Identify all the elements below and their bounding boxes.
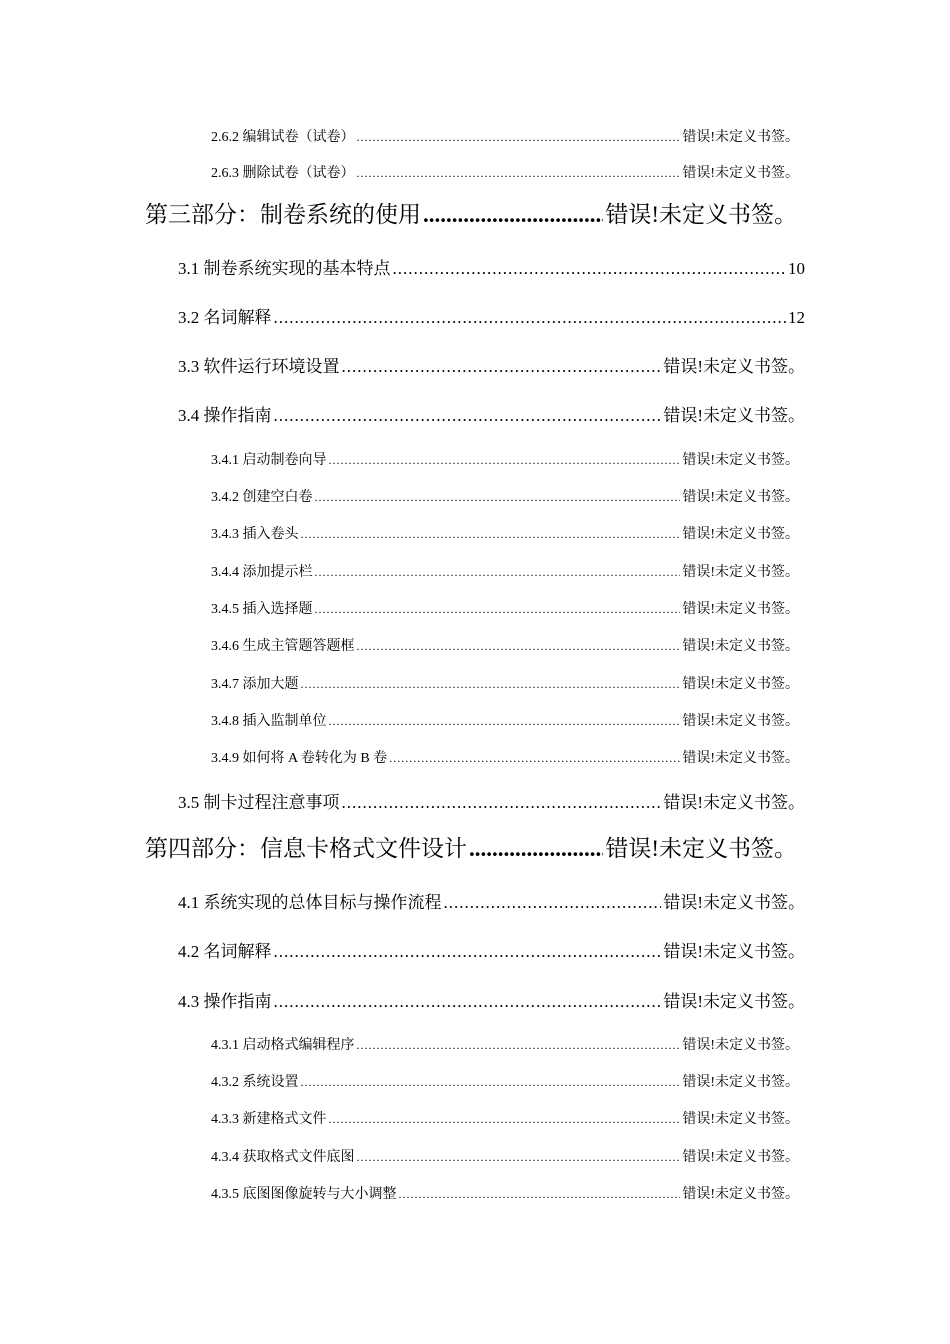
toc-entry-title: 第三部分：制卷系统的使用 bbox=[145, 202, 421, 227]
toc-entry-title: 3.4 操作指南 bbox=[178, 406, 272, 425]
toc-leader-dots bbox=[342, 357, 662, 377]
toc-entry-4-3[interactable] bbox=[178, 987, 805, 1012]
toc-entry-page: 错误!未定义书签。 bbox=[682, 1187, 799, 1202]
toc-entry-title: 3.4.7 添加大题 bbox=[211, 677, 299, 692]
toc-entry-title: 2.6.3 删除试卷（试卷） bbox=[211, 166, 355, 181]
toc-entry-title: 3.4.8 插入监制单位 bbox=[211, 714, 327, 729]
toc-leader-dots bbox=[301, 677, 681, 692]
toc-entry-3-5[interactable] bbox=[178, 788, 805, 813]
toc-entry-title: 3.4.9 如何将 A 卷转化为 B 卷 bbox=[211, 751, 388, 766]
toc-entry-page: 错误!未定义书签。 bbox=[682, 602, 799, 617]
toc-leader-dots bbox=[274, 992, 662, 1012]
toc-entry-title: 4.3.1 启动格式编辑程序 bbox=[211, 1038, 355, 1053]
toc-leader-dots bbox=[357, 1038, 681, 1053]
toc-entry-title: 2.6.2 编辑试卷（试卷） bbox=[211, 130, 355, 145]
toc-leader-dots bbox=[329, 1112, 681, 1127]
toc-entry-3-4-5[interactable] bbox=[211, 598, 799, 618]
toc-entry-page: 错误!未定义书签。 bbox=[663, 942, 805, 961]
toc-entry-title: 4.3.4 获取格式文件底图 bbox=[211, 1150, 355, 1165]
toc-entry-3-2[interactable] bbox=[178, 303, 805, 328]
toc-entry-page: 错误!未定义书签。 bbox=[682, 751, 799, 766]
toc-entry-page: 错误!未定义书签。 bbox=[663, 406, 805, 425]
toc-entry-4-3-2[interactable] bbox=[211, 1071, 799, 1091]
toc-entry-title: 4.3.2 系统设置 bbox=[211, 1075, 299, 1090]
toc-leader-dots bbox=[329, 453, 681, 468]
toc-entry-3-1[interactable] bbox=[178, 254, 805, 279]
toc-entry-4-3-5[interactable] bbox=[211, 1183, 799, 1203]
toc-entry-3-4-8[interactable] bbox=[211, 710, 799, 730]
toc-entry-title: 4.3.5 底图图像旋转与大小调整 bbox=[211, 1187, 397, 1202]
toc-leader-dots bbox=[469, 836, 603, 862]
toc-entry-page: 错误!未定义书签。 bbox=[682, 565, 799, 580]
toc-entry-title: 4.3 操作指南 bbox=[178, 992, 272, 1011]
toc-leader-dots bbox=[444, 893, 662, 913]
toc-entry-page: 错误!未定义书签。 bbox=[682, 490, 799, 505]
toc-entry-3-4-4[interactable] bbox=[211, 561, 799, 581]
toc-entry-page: 错误!未定义书签。 bbox=[682, 130, 799, 145]
toc-entry-part-3[interactable] bbox=[145, 196, 797, 229]
toc-entry-title: 4.1 系统实现的总体目标与操作流程 bbox=[178, 893, 442, 912]
toc-entry-3-4-6[interactable] bbox=[211, 635, 799, 655]
toc-entry-4-3-1[interactable] bbox=[211, 1034, 799, 1054]
toc-leader-dots bbox=[274, 942, 662, 962]
toc-entry-4-3-4[interactable] bbox=[211, 1146, 799, 1166]
toc-leader-dots bbox=[393, 259, 787, 279]
toc-entry-page: 错误!未定义书签。 bbox=[682, 1112, 799, 1127]
toc-leader-dots bbox=[423, 202, 603, 228]
toc-entry-3-4-7[interactable] bbox=[211, 673, 799, 693]
toc-entry-3-4-9[interactable] bbox=[211, 747, 799, 767]
toc-entry-page: 错误!未定义书签。 bbox=[682, 166, 799, 181]
toc-leader-dots bbox=[329, 714, 681, 729]
toc-entry-3-4-3[interactable] bbox=[211, 523, 799, 543]
toc-leader-dots bbox=[274, 308, 787, 328]
toc-leader-dots bbox=[357, 639, 681, 654]
toc-entry-title: 3.2 名词解释 bbox=[178, 308, 272, 327]
toc-leader-dots bbox=[357, 1150, 681, 1165]
toc-entry-title: 3.3 软件运行环境设置 bbox=[178, 357, 340, 376]
toc-entry-4-3-3[interactable] bbox=[211, 1108, 799, 1128]
toc-leader-dots bbox=[274, 406, 662, 426]
toc-entry-page: 错误!未定义书签。 bbox=[682, 639, 799, 654]
toc-entry-page: 错误!未定义书签。 bbox=[682, 677, 799, 692]
toc-entry-page: 错误!未定义书签。 bbox=[605, 202, 797, 227]
toc-entry-page: 错误!未定义书签。 bbox=[682, 714, 799, 729]
toc-entry-page: 12 bbox=[788, 308, 805, 327]
toc-leader-dots bbox=[315, 602, 681, 617]
toc-entry-title: 3.4.4 添加提示栏 bbox=[211, 565, 313, 580]
toc-entry-page: 错误!未定义书签。 bbox=[682, 453, 799, 468]
toc-entry-3-4-1[interactable] bbox=[211, 449, 799, 469]
toc-entry-page: 错误!未定义书签。 bbox=[682, 527, 799, 542]
toc-entry-4-2[interactable] bbox=[178, 937, 805, 962]
toc-entry-part-4[interactable] bbox=[145, 830, 797, 863]
toc-leader-dots bbox=[389, 751, 680, 766]
toc-entry-title: 3.4.1 启动制卷向导 bbox=[211, 453, 327, 468]
toc-entry-3-3[interactable] bbox=[178, 352, 805, 377]
toc-entry-page: 错误!未定义书签。 bbox=[663, 992, 805, 1011]
toc-entry-2-6-3[interactable] bbox=[211, 162, 799, 182]
toc-entry-page: 10 bbox=[788, 259, 805, 278]
toc-entry-3-4-2[interactable] bbox=[211, 486, 799, 506]
toc-entry-title: 3.4.5 插入选择题 bbox=[211, 602, 313, 617]
toc-entry-title: 3.1 制卷系统实现的基本特点 bbox=[178, 259, 391, 278]
toc-entry-title: 3.5 制卡过程注意事项 bbox=[178, 793, 340, 812]
toc-leader-dots bbox=[342, 793, 662, 813]
toc-leader-dots bbox=[315, 565, 681, 580]
toc-entry-page: 错误!未定义书签。 bbox=[682, 1075, 799, 1090]
toc-entry-page: 错误!未定义书签。 bbox=[663, 793, 805, 812]
toc-entry-page: 错误!未定义书签。 bbox=[682, 1038, 799, 1053]
toc-entry-page: 错误!未定义书签。 bbox=[682, 1150, 799, 1165]
toc-entry-page: 错误!未定义书签。 bbox=[605, 836, 797, 861]
toc-leader-dots bbox=[357, 166, 681, 181]
toc-entry-4-1[interactable] bbox=[178, 888, 805, 913]
toc-leader-dots bbox=[399, 1187, 681, 1202]
toc-entry-title: 3.4.6 生成主管题答题框 bbox=[211, 639, 355, 654]
toc-entry-title: 3.4.3 插入卷头 bbox=[211, 527, 299, 542]
toc-entry-page: 错误!未定义书签。 bbox=[663, 893, 805, 912]
toc-entry-3-4[interactable] bbox=[178, 401, 805, 426]
toc-leader-dots bbox=[301, 1075, 681, 1090]
toc-leader-dots bbox=[315, 490, 681, 505]
toc-entry-title: 第四部分：信息卡格式文件设计 bbox=[145, 836, 467, 861]
toc-entry-page: 错误!未定义书签。 bbox=[663, 357, 805, 376]
toc-leader-dots bbox=[301, 527, 681, 542]
toc-entry-title: 3.4.2 创建空白卷 bbox=[211, 490, 313, 505]
toc-entry-title: 4.2 名词解释 bbox=[178, 942, 272, 961]
toc-entry-title: 4.3.3 新建格式文件 bbox=[211, 1112, 327, 1127]
toc-entry-2-6-2[interactable] bbox=[211, 126, 799, 146]
toc-leader-dots bbox=[357, 130, 681, 145]
